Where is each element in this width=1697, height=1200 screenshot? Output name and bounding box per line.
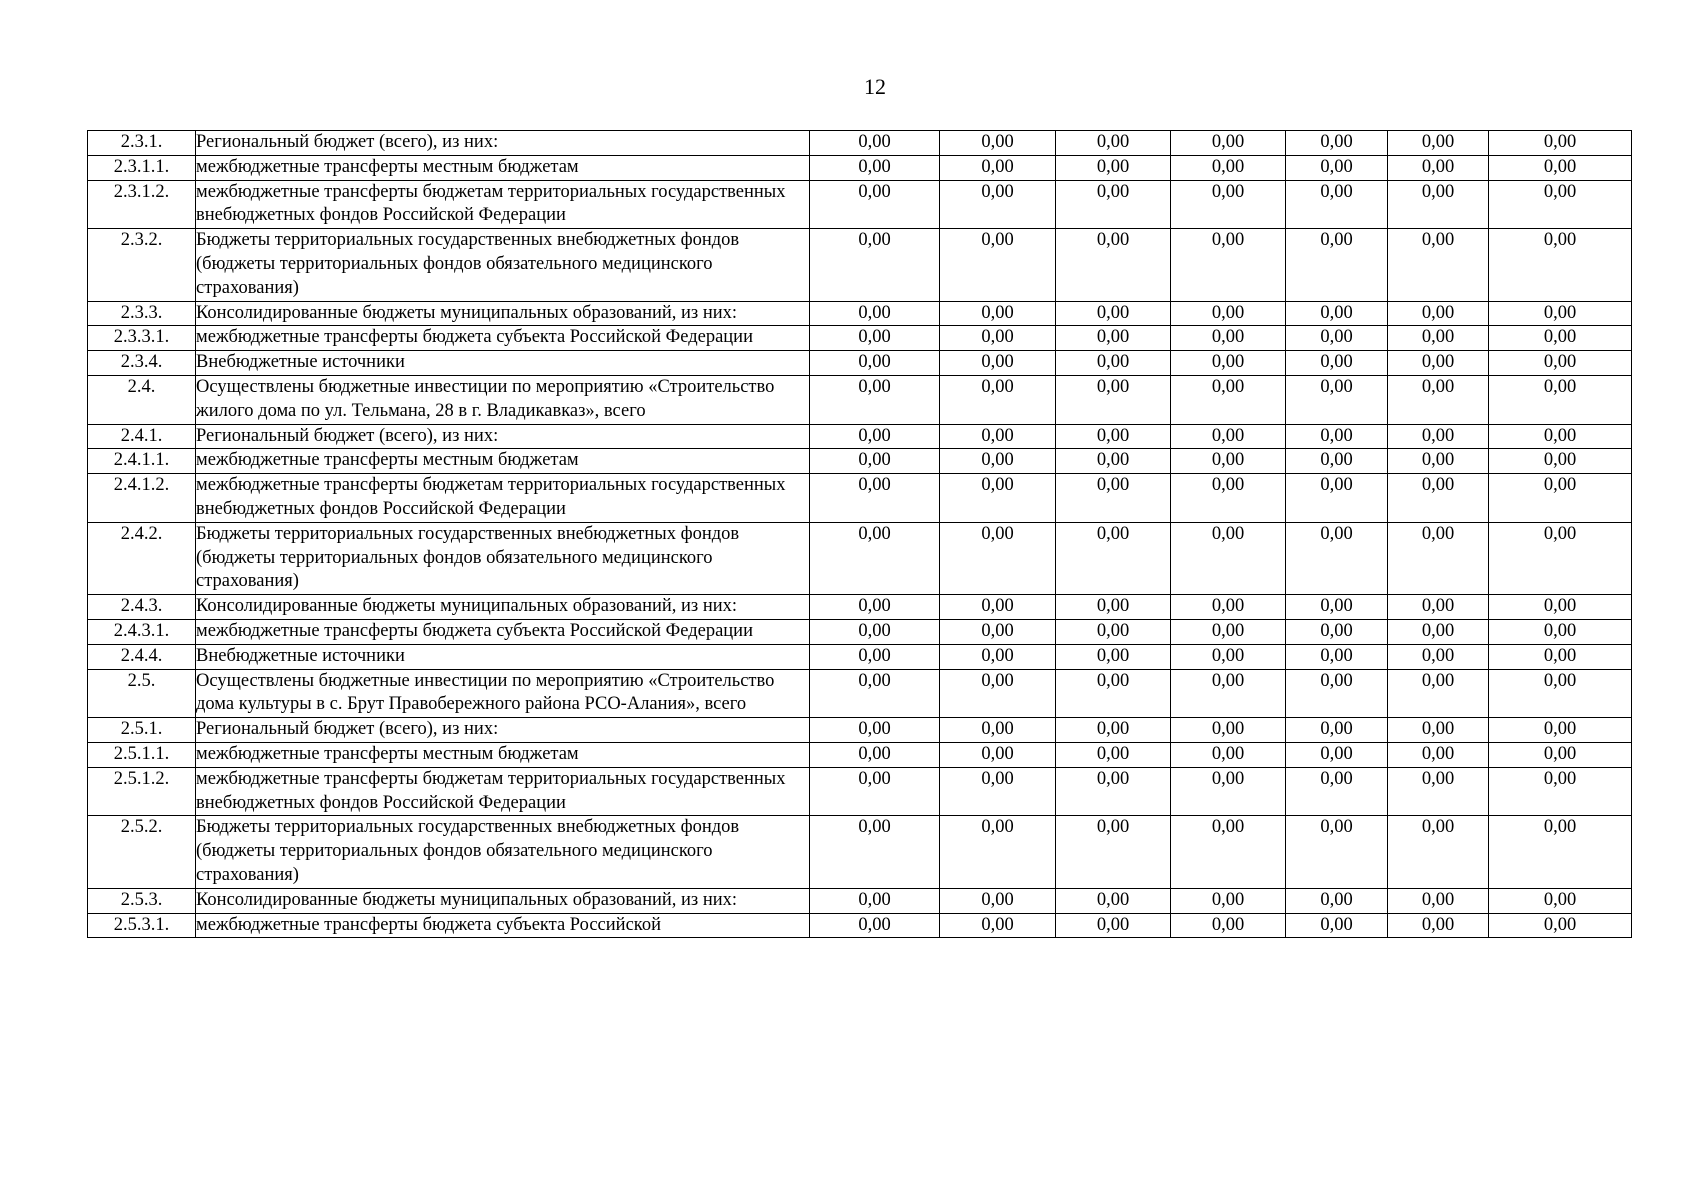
row-code: 2.3.1. xyxy=(88,131,196,156)
value-cell: 0,00 xyxy=(810,424,940,449)
value-cell: 0,00 xyxy=(1286,816,1388,888)
value-cell: 0,00 xyxy=(940,155,1056,180)
value-cell: 0,00 xyxy=(940,449,1056,474)
value-cell: 0,00 xyxy=(1056,816,1171,888)
value-cell: 0,00 xyxy=(810,888,940,913)
value-cell: 0,00 xyxy=(1388,742,1489,767)
value-cell: 0,00 xyxy=(940,180,1056,229)
value-cell: 0,00 xyxy=(1056,375,1171,424)
value-cell: 0,00 xyxy=(1388,326,1489,351)
table-row xyxy=(88,375,1632,424)
value-cell: 0,00 xyxy=(810,375,940,424)
value-cell: 0,00 xyxy=(1286,619,1388,644)
value-cell: 0,00 xyxy=(1489,619,1632,644)
value-cell: 0,00 xyxy=(1056,913,1171,938)
value-cell: 0,00 xyxy=(940,595,1056,620)
value-cell: 0,00 xyxy=(1388,155,1489,180)
value-cell: 0,00 xyxy=(1171,449,1286,474)
value-cell: 0,00 xyxy=(1171,913,1286,938)
table-row xyxy=(88,816,1632,888)
value-cell: 0,00 xyxy=(810,767,940,816)
row-code: 2.5.3.1. xyxy=(88,913,196,938)
value-cell: 0,00 xyxy=(1489,449,1632,474)
page-number: 12 xyxy=(864,74,886,99)
value-cell: 0,00 xyxy=(1489,522,1632,594)
row-description: Осуществлены бюджетные инвестиции по мероприятию «Строительство дома культуры в с. Брут Правобережного района РСО-Алания», всего xyxy=(196,669,810,718)
table-row xyxy=(88,619,1632,644)
value-cell: 0,00 xyxy=(810,326,940,351)
value-cell: 0,00 xyxy=(1171,742,1286,767)
value-cell: 0,00 xyxy=(1056,155,1171,180)
value-cell: 0,00 xyxy=(940,816,1056,888)
value-cell: 0,00 xyxy=(940,424,1056,449)
value-cell: 0,00 xyxy=(1489,742,1632,767)
row-code: 2.5. xyxy=(88,669,196,718)
value-cell: 0,00 xyxy=(1171,131,1286,156)
value-cell: 0,00 xyxy=(1388,619,1489,644)
value-cell: 0,00 xyxy=(1388,913,1489,938)
value-cell: 0,00 xyxy=(810,718,940,743)
value-cell: 0,00 xyxy=(1388,767,1489,816)
row-description: межбюджетные трансферты местным бюджетам xyxy=(196,155,810,180)
value-cell: 0,00 xyxy=(1286,742,1388,767)
row-description: межбюджетные трансферты местным бюджетам xyxy=(196,742,810,767)
value-cell: 0,00 xyxy=(1286,326,1388,351)
table-row xyxy=(88,767,1632,816)
budget-table-body xyxy=(88,131,1632,938)
value-cell: 0,00 xyxy=(810,180,940,229)
value-cell: 0,00 xyxy=(1056,619,1171,644)
value-cell: 0,00 xyxy=(1286,644,1388,669)
row-description: межбюджетные трансферты местным бюджетам xyxy=(196,449,810,474)
value-cell: 0,00 xyxy=(1056,474,1171,523)
row-description: Консолидированные бюджеты муниципальных образований, из них: xyxy=(196,888,810,913)
value-cell: 0,00 xyxy=(1489,351,1632,376)
value-cell: 0,00 xyxy=(810,474,940,523)
value-cell: 0,00 xyxy=(1489,913,1632,938)
row-code: 2.3.4. xyxy=(88,351,196,376)
table-row xyxy=(88,155,1632,180)
value-cell: 0,00 xyxy=(810,913,940,938)
value-cell: 0,00 xyxy=(1388,522,1489,594)
table-row xyxy=(88,301,1632,326)
value-cell: 0,00 xyxy=(1171,229,1286,301)
value-cell: 0,00 xyxy=(1056,888,1171,913)
row-description: межбюджетные трансферты бюджетам территориальных государственных внебюджетных фондов Российской Федерации xyxy=(196,767,810,816)
value-cell: 0,00 xyxy=(1171,326,1286,351)
row-code: 2.3.3.1. xyxy=(88,326,196,351)
value-cell: 0,00 xyxy=(1171,180,1286,229)
value-cell: 0,00 xyxy=(1388,888,1489,913)
value-cell: 0,00 xyxy=(1056,669,1171,718)
value-cell: 0,00 xyxy=(1286,424,1388,449)
row-code: 2.4. xyxy=(88,375,196,424)
row-code: 2.3.1.1. xyxy=(88,155,196,180)
value-cell: 0,00 xyxy=(940,375,1056,424)
value-cell: 0,00 xyxy=(1171,301,1286,326)
value-cell: 0,00 xyxy=(1388,180,1489,229)
value-cell: 0,00 xyxy=(940,131,1056,156)
row-description: межбюджетные трансферты бюджетам территориальных государственных внебюджетных фондов Российской Федерации xyxy=(196,180,810,229)
value-cell: 0,00 xyxy=(1489,326,1632,351)
value-cell: 0,00 xyxy=(1171,375,1286,424)
value-cell: 0,00 xyxy=(1056,718,1171,743)
value-cell: 0,00 xyxy=(1286,449,1388,474)
value-cell: 0,00 xyxy=(1056,131,1171,156)
table-row xyxy=(88,669,1632,718)
value-cell: 0,00 xyxy=(1388,718,1489,743)
value-cell: 0,00 xyxy=(1489,131,1632,156)
value-cell: 0,00 xyxy=(1286,522,1388,594)
value-cell: 0,00 xyxy=(940,742,1056,767)
value-cell: 0,00 xyxy=(940,718,1056,743)
value-cell: 0,00 xyxy=(1171,767,1286,816)
value-cell: 0,00 xyxy=(940,669,1056,718)
value-cell: 0,00 xyxy=(1171,718,1286,743)
row-code: 2.5.2. xyxy=(88,816,196,888)
value-cell: 0,00 xyxy=(810,229,940,301)
value-cell: 0,00 xyxy=(810,595,940,620)
value-cell: 0,00 xyxy=(940,913,1056,938)
value-cell: 0,00 xyxy=(1171,644,1286,669)
value-cell: 0,00 xyxy=(1489,669,1632,718)
row-code: 2.3.3. xyxy=(88,301,196,326)
row-code: 2.5.1. xyxy=(88,718,196,743)
value-cell: 0,00 xyxy=(940,301,1056,326)
row-description: Внебюджетные источники xyxy=(196,644,810,669)
table-row xyxy=(88,522,1632,594)
row-description: межбюджетные трансферты бюджета субъекта Российской Федерации xyxy=(196,326,810,351)
row-description: межбюджетные трансферты бюджетам территориальных государственных внебюджетных фондов Российской Федерации xyxy=(196,474,810,523)
row-description: Консолидированные бюджеты муниципальных образований, из них: xyxy=(196,301,810,326)
value-cell: 0,00 xyxy=(1056,424,1171,449)
table-row xyxy=(88,718,1632,743)
value-cell: 0,00 xyxy=(810,816,940,888)
value-cell: 0,00 xyxy=(1286,375,1388,424)
row-description: Региональный бюджет (всего), из них: xyxy=(196,424,810,449)
table-row xyxy=(88,326,1632,351)
value-cell: 0,00 xyxy=(1489,595,1632,620)
value-cell: 0,00 xyxy=(1056,742,1171,767)
value-cell: 0,00 xyxy=(1286,155,1388,180)
row-description: Осуществлены бюджетные инвестиции по мероприятию «Строительство жилого дома по ул. Тельмана, 28 в г. Владикавказ», всего xyxy=(196,375,810,424)
value-cell: 0,00 xyxy=(810,155,940,180)
value-cell: 0,00 xyxy=(1056,449,1171,474)
value-cell: 0,00 xyxy=(1286,180,1388,229)
value-cell: 0,00 xyxy=(1286,888,1388,913)
value-cell: 0,00 xyxy=(1056,301,1171,326)
value-cell: 0,00 xyxy=(1171,424,1286,449)
value-cell: 0,00 xyxy=(940,767,1056,816)
row-description: межбюджетные трансферты бюджета субъекта Российской Федерации xyxy=(196,619,810,644)
value-cell: 0,00 xyxy=(940,229,1056,301)
value-cell: 0,00 xyxy=(810,131,940,156)
value-cell: 0,00 xyxy=(940,619,1056,644)
row-code: 2.3.1.2. xyxy=(88,180,196,229)
table-row xyxy=(88,131,1632,156)
value-cell: 0,00 xyxy=(1388,375,1489,424)
table-row xyxy=(88,595,1632,620)
row-description: Внебюджетные источники xyxy=(196,351,810,376)
value-cell: 0,00 xyxy=(1056,595,1171,620)
value-cell: 0,00 xyxy=(1056,767,1171,816)
value-cell: 0,00 xyxy=(1286,229,1388,301)
row-code: 2.3.2. xyxy=(88,229,196,301)
table-row xyxy=(88,449,1632,474)
value-cell: 0,00 xyxy=(810,522,940,594)
value-cell: 0,00 xyxy=(1056,522,1171,594)
value-cell: 0,00 xyxy=(1286,669,1388,718)
value-cell: 0,00 xyxy=(1171,816,1286,888)
value-cell: 0,00 xyxy=(810,742,940,767)
value-cell: 0,00 xyxy=(1489,888,1632,913)
value-cell: 0,00 xyxy=(1056,180,1171,229)
row-description: Региональный бюджет (всего), из них: xyxy=(196,718,810,743)
value-cell: 0,00 xyxy=(1286,913,1388,938)
value-cell: 0,00 xyxy=(940,351,1056,376)
value-cell: 0,00 xyxy=(1286,131,1388,156)
value-cell: 0,00 xyxy=(1489,155,1632,180)
row-code: 2.4.3. xyxy=(88,595,196,620)
value-cell: 0,00 xyxy=(1388,669,1489,718)
value-cell: 0,00 xyxy=(810,301,940,326)
value-cell: 0,00 xyxy=(1489,180,1632,229)
value-cell: 0,00 xyxy=(810,669,940,718)
row-code: 2.5.3. xyxy=(88,888,196,913)
table-row xyxy=(88,742,1632,767)
value-cell: 0,00 xyxy=(1286,351,1388,376)
row-code: 2.4.2. xyxy=(88,522,196,594)
value-cell: 0,00 xyxy=(1286,301,1388,326)
table-row xyxy=(88,180,1632,229)
value-cell: 0,00 xyxy=(1388,816,1489,888)
value-cell: 0,00 xyxy=(1286,767,1388,816)
value-cell: 0,00 xyxy=(1489,424,1632,449)
table-row xyxy=(88,229,1632,301)
row-description: Бюджеты территориальных государственных внебюджетных фондов (бюджеты территориальных фондов обязательного медицинского страхования) xyxy=(196,229,810,301)
row-description: Бюджеты территориальных государственных внебюджетных фондов (бюджеты территориальных фондов обязательного медицинского страхования) xyxy=(196,522,810,594)
table-row xyxy=(88,644,1632,669)
table-row xyxy=(88,351,1632,376)
value-cell: 0,00 xyxy=(1388,644,1489,669)
table-row xyxy=(88,474,1632,523)
value-cell: 0,00 xyxy=(1171,522,1286,594)
row-description: Консолидированные бюджеты муниципальных образований, из них: xyxy=(196,595,810,620)
value-cell: 0,00 xyxy=(1056,229,1171,301)
row-code: 2.4.1. xyxy=(88,424,196,449)
value-cell: 0,00 xyxy=(1171,351,1286,376)
value-cell: 0,00 xyxy=(1056,351,1171,376)
value-cell: 0,00 xyxy=(1171,155,1286,180)
value-cell: 0,00 xyxy=(1056,326,1171,351)
row-code: 2.4.4. xyxy=(88,644,196,669)
value-cell: 0,00 xyxy=(1489,474,1632,523)
row-description: Бюджеты территориальных государственных внебюджетных фондов (бюджеты территориальных фондов обязательного медицинского страхования) xyxy=(196,816,810,888)
value-cell: 0,00 xyxy=(1388,474,1489,523)
value-cell: 0,00 xyxy=(810,644,940,669)
value-cell: 0,00 xyxy=(940,522,1056,594)
table-row xyxy=(88,424,1632,449)
value-cell: 0,00 xyxy=(1286,474,1388,523)
table-row xyxy=(88,913,1632,938)
budget-table xyxy=(87,130,1632,938)
value-cell: 0,00 xyxy=(1388,229,1489,301)
value-cell: 0,00 xyxy=(940,474,1056,523)
value-cell: 0,00 xyxy=(810,449,940,474)
value-cell: 0,00 xyxy=(1388,131,1489,156)
value-cell: 0,00 xyxy=(1489,816,1632,888)
value-cell: 0,00 xyxy=(1171,474,1286,523)
value-cell: 0,00 xyxy=(1388,301,1489,326)
value-cell: 0,00 xyxy=(1388,424,1489,449)
table-row xyxy=(88,888,1632,913)
value-cell: 0,00 xyxy=(1056,644,1171,669)
row-code: 2.4.3.1. xyxy=(88,619,196,644)
row-code: 2.5.1.2. xyxy=(88,767,196,816)
value-cell: 0,00 xyxy=(810,619,940,644)
value-cell: 0,00 xyxy=(1489,718,1632,743)
value-cell: 0,00 xyxy=(1388,351,1489,376)
value-cell: 0,00 xyxy=(1171,669,1286,718)
value-cell: 0,00 xyxy=(1388,449,1489,474)
row-code: 2.4.1.2. xyxy=(88,474,196,523)
value-cell: 0,00 xyxy=(1286,595,1388,620)
row-description: Региональный бюджет (всего), из них: xyxy=(196,131,810,156)
value-cell: 0,00 xyxy=(940,326,1056,351)
row-description: межбюджетные трансферты бюджета субъекта Российской xyxy=(196,913,810,938)
value-cell: 0,00 xyxy=(1171,888,1286,913)
value-cell: 0,00 xyxy=(1171,619,1286,644)
value-cell: 0,00 xyxy=(1489,375,1632,424)
value-cell: 0,00 xyxy=(810,351,940,376)
value-cell: 0,00 xyxy=(1489,301,1632,326)
value-cell: 0,00 xyxy=(1489,229,1632,301)
value-cell: 0,00 xyxy=(1286,718,1388,743)
row-code: 2.5.1.1. xyxy=(88,742,196,767)
row-code: 2.4.1.1. xyxy=(88,449,196,474)
value-cell: 0,00 xyxy=(1171,595,1286,620)
value-cell: 0,00 xyxy=(1388,595,1489,620)
value-cell: 0,00 xyxy=(940,644,1056,669)
value-cell: 0,00 xyxy=(1489,767,1632,816)
value-cell: 0,00 xyxy=(940,888,1056,913)
value-cell: 0,00 xyxy=(1489,644,1632,669)
